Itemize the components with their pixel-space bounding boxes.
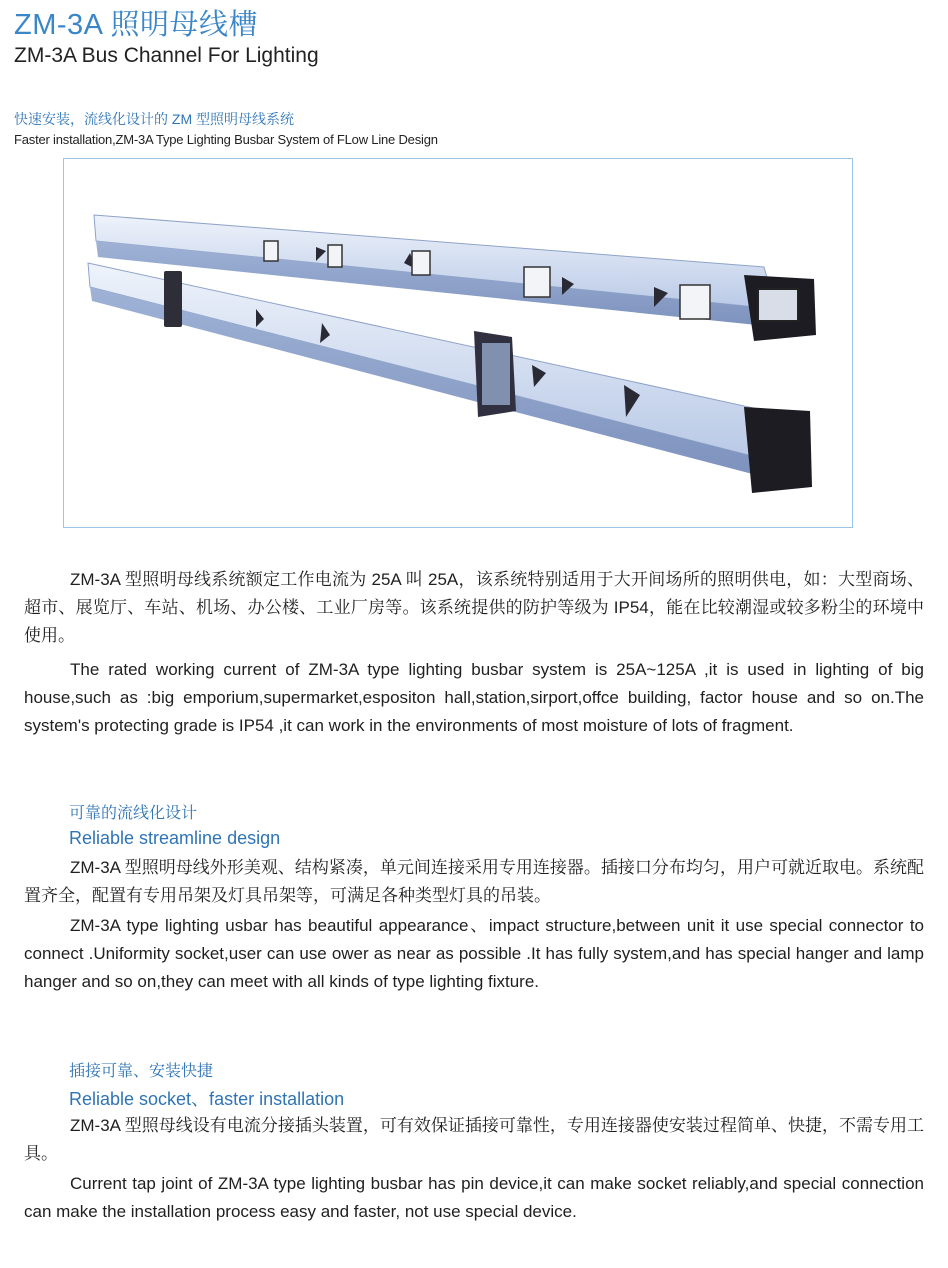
section3-heading-cn: 插接可靠、安装快捷 xyxy=(69,1063,214,1080)
intro-subtitle-cn: 快速安装，流线化设计的 ZM 型照明母线系统 xyxy=(14,111,294,127)
busbar-photo xyxy=(63,158,853,528)
section3-body-en xyxy=(24,1170,924,1226)
section1-text-cn: ZM-3A 型照明母线系统额定工作电流为 25A 叫 25A，该系统特别适用于大开间场所的照明供电，如：大型商场、超市、展览厅、车站、机场、办公楼、工业厂房等。该系统提供的防护等级为 IP54，能在比较潮湿或较多粉尘的环境中使用。 xyxy=(24,570,924,645)
section3-heading-en: Reliable socket、faster installation xyxy=(69,1089,345,1109)
section3-text-en: Current tap joint of ZM-3A type lighting busbar has pin device,it can make socket reliably,and special connection can make the installation process easy and faster, not use special device. xyxy=(24,1174,924,1221)
section2-body-en xyxy=(24,912,924,996)
page-title-en: ZM-3A Bus Channel For Lighting xyxy=(14,44,319,67)
section3-text-cn: ZM-3A 型照母线设有电流分接插头装置，可有效保证插接可靠性，专用连接器使安装过程简单、快捷，不需专用工具。 xyxy=(24,1116,924,1163)
section1-body-en xyxy=(24,656,924,740)
section1-body-cn xyxy=(24,566,924,650)
section1-text-en: The rated working current of ZM-3A type lighting busbar system is 25A~125A ,it is used in lighting of big house,such as :big emporium,supermarket,espositon hall,station,sirport,offce building, factor house and so on.The system's protecting grade is IP54 ,it can work in the environments of most moisture of lots of fragment. xyxy=(24,660,924,735)
page-title-cn: ZM-3A 照明母线槽 xyxy=(14,9,258,41)
intro-subtitle-en: Faster installation,ZM-3A Type Lighting Busbar System of FLow Line Design xyxy=(14,132,438,147)
busbar-illustration xyxy=(64,159,852,527)
section2-heading-en: Reliable streamline design xyxy=(69,828,281,848)
section2-heading-cn: 可靠的流线化设计 xyxy=(69,805,198,822)
section2-text-cn: ZM-3A 型照明母线外形美观、结构紧凑，单元间连接采用专用连接器。插接口分布均匀，用户可就近取电。系统配置齐全，配置有专用吊架及灯具吊架等，可满足各种类型灯具的吊装。 xyxy=(24,858,924,905)
section2-body-cn xyxy=(24,854,924,910)
section2-text-en: ZM-3A type lighting usbar has beautiful appearance、impact structure,between unit it use special connector to connect .Uniformity socket,user can use ower as near as possible .It has fully system,and has special hanger and lamp hanger and so on,they can meet with all kinds of type lighting fixture. xyxy=(24,916,924,991)
section3-body-cn xyxy=(24,1112,924,1168)
